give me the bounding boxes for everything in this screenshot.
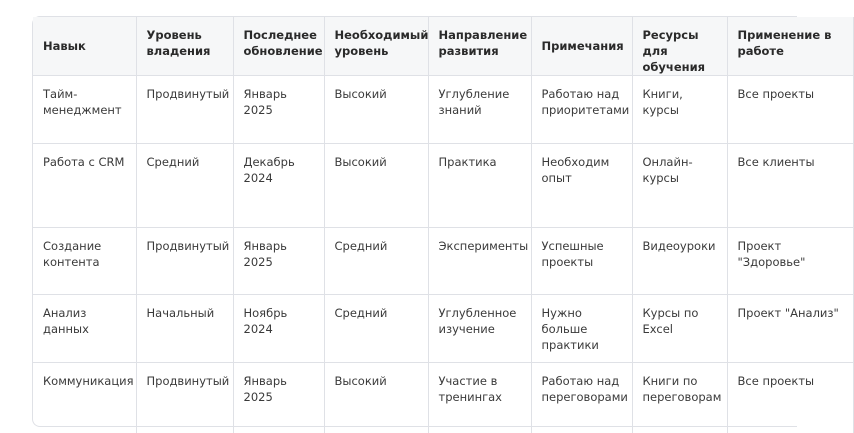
table-cell: Январь 2025 <box>233 363 324 433</box>
column-header-last-update: Последнее обновление <box>233 17 324 76</box>
table-cell: Нужно больше практики <box>531 295 632 363</box>
column-header-resources: Ресурсы для обучения <box>632 17 727 76</box>
table-cell: Все клиенты <box>727 144 853 228</box>
table-cell: Ноябрь 2024 <box>233 295 324 363</box>
table-cell: Работаю над приоритетами <box>531 76 632 144</box>
table-cell: Видеоуроки <box>632 228 727 295</box>
table-cell: Средний <box>136 144 233 228</box>
column-header-proficiency: Уровень владения <box>136 17 233 76</box>
column-header-skill: Навык <box>33 17 136 76</box>
table-cell: Высокий <box>324 76 428 144</box>
table-cell: Средний <box>324 295 428 363</box>
table-cell: Эксперименты <box>428 228 531 295</box>
table-header-row <box>33 17 853 76</box>
table-row <box>33 144 853 228</box>
table-cell: Углубление знаний <box>428 76 531 144</box>
column-header-notes: Примечания <box>531 17 632 76</box>
table-cell: Успешные проекты <box>531 228 632 295</box>
table-cell: Все проекты <box>727 76 853 144</box>
table-cell: Книги, курсы <box>632 76 727 144</box>
table-cell: Высокий <box>324 363 428 433</box>
table-cell: Работа с CRM <box>33 144 136 228</box>
table-cell: Курсы по Excel <box>632 295 727 363</box>
column-header-application: Применение в работе <box>727 17 853 76</box>
skills-table <box>33 17 854 433</box>
table-cell: Продвинутый <box>136 363 233 433</box>
table-cell: Январь 2025 <box>233 228 324 295</box>
table-cell: Анализ данных <box>33 295 136 363</box>
table-cell: Продвинутый <box>136 228 233 295</box>
table-cell: Тайм-менеджмент <box>33 76 136 144</box>
column-header-development: Направление развития <box>428 17 531 76</box>
table-cell: Работаю над переговорами <box>531 363 632 433</box>
table-cell: Средний <box>324 228 428 295</box>
table-cell: Январь 2025 <box>233 76 324 144</box>
table-cell: Проект "Анализ" <box>727 295 853 363</box>
table-row <box>33 295 853 363</box>
table-cell: Высокий <box>324 144 428 228</box>
column-header-required-level: Необходимый уровень <box>324 17 428 76</box>
table-cell: Коммуникация <box>33 363 136 433</box>
table-cell: Практика <box>428 144 531 228</box>
table-cell: Проект "Здоровье" <box>727 228 853 295</box>
table-row <box>33 76 853 144</box>
table-cell: Декабрь 2024 <box>233 144 324 228</box>
table-cell: Участие в тренингах <box>428 363 531 433</box>
table-cell: Углубленное изучение <box>428 295 531 363</box>
table-cell: Книги по переговорам <box>632 363 727 433</box>
table-cell: Онлайн-курсы <box>632 144 727 228</box>
table-cell: Начальный <box>136 295 233 363</box>
table-row <box>33 228 853 295</box>
table-cell: Необходим опыт <box>531 144 632 228</box>
table-cell: Продвинутый <box>136 76 233 144</box>
table-cell: Создание контента <box>33 228 136 295</box>
table-row <box>33 363 853 433</box>
skills-table-container[interactable] <box>32 16 839 427</box>
table-cell: Все проекты <box>727 363 853 433</box>
